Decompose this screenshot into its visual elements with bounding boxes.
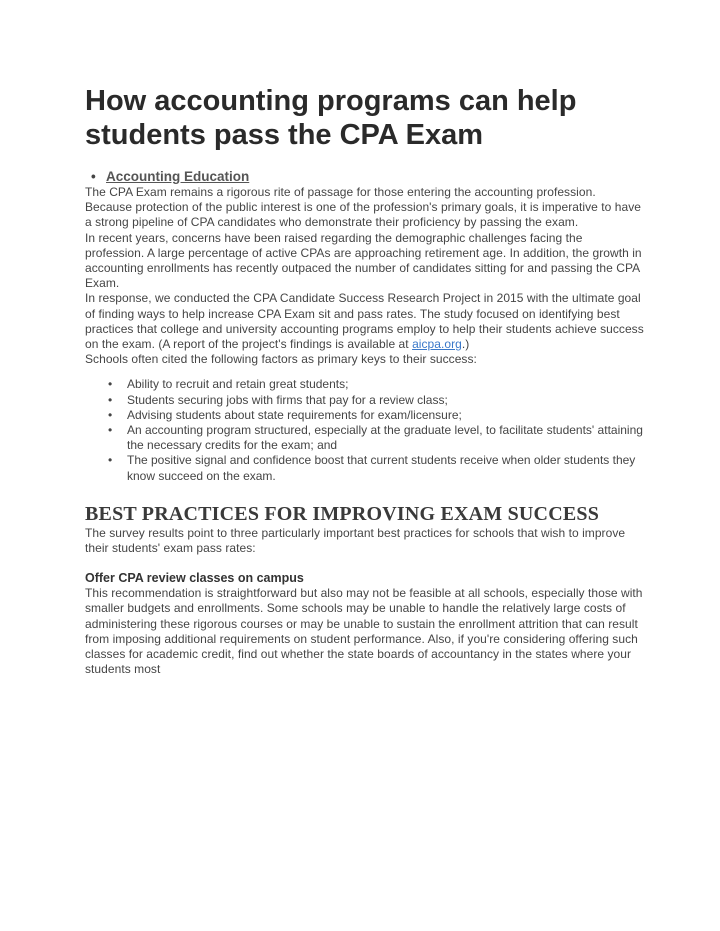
paragraph-recommendation: This recommendation is straightforward but also may not be feasible at all schools, especially those with smaller budgets and enrollments. Some schools may be unable to handle the relatively large costs of administering these rigorous courses or may be unable to sustain the enrollment attrition that can result from imposing additional requirements on student performance. Also, if you're considering offering such classes for academic credit, find out whether the state boards of accountancy in the states where your students most: [85, 586, 643, 677]
factors-list: [85, 377, 645, 483]
tag-item: [106, 169, 645, 185]
paragraph-research-tail: .): [461, 337, 470, 352]
paragraph-concerns: In recent years, concerns have been raised regarding the demographic challenges facing the profession. A large percentage of active CPAs are approaching retirement age. In addition, the growth in accounting enrollments has recently outpaced the number of candidates sitting for and passing the CPA Exam.: [85, 230, 642, 291]
article-title: How accounting programs can help students pass the CPA Exam: [85, 85, 577, 151]
factor-item: • The positive signal and confidence boost that current students receive when older students they know succeed on the exam.: [127, 453, 645, 483]
factor-item: • Ability to recruit and retain great students;: [127, 377, 645, 392]
factor-item: • Advising students about state requirements for exam/licensure;: [127, 408, 645, 423]
tag-list: [85, 169, 645, 185]
section-heading: BEST PRACTICES FOR IMPROVING EXAM SUCCESS: [85, 502, 600, 525]
paragraph-research-text: In response, we conducted the CPA Candidate Success Research Project in 2015 with the ultimate goal of finding ways to help increase CPA Exam sit and pass rates. The study focused on identifying best practices that college and university accounting programs employ to help their students achieve success on the exam. (A report of the project's findings is available at: [85, 291, 644, 352]
paragraph-research: [85, 291, 645, 352]
document-page: [85, 84, 645, 677]
subheading-review-classes: Offer CPA review classes on campus: [85, 571, 304, 586]
factor-item: • An accounting program structured, especially at the graduate level, to facilitate students' attaining the necessary credits for the exam; and: [127, 423, 645, 453]
factor-item: • Students securing jobs with firms that pay for a review class;: [127, 393, 645, 408]
tag-link-accounting-education[interactable]: Accounting Education: [106, 169, 250, 184]
paragraph-survey: The survey results point to three particularly important best practices for schools that wish to improve their students' exam pass rates:: [85, 525, 626, 556]
paragraph-factors-intro: Schools often cited the following factors as primary keys to their success:: [85, 352, 477, 367]
paragraph-intro: The CPA Exam remains a rigorous rite of passage for those entering the accounting profession. Because protection of the public interest is one of the profession's primary goals, it is imperative to have a strong pipeline of CPA candidates who demonstrate their proficiency by passing the exam.: [85, 185, 641, 230]
aicpa-link[interactable]: aicpa.org: [412, 337, 462, 352]
